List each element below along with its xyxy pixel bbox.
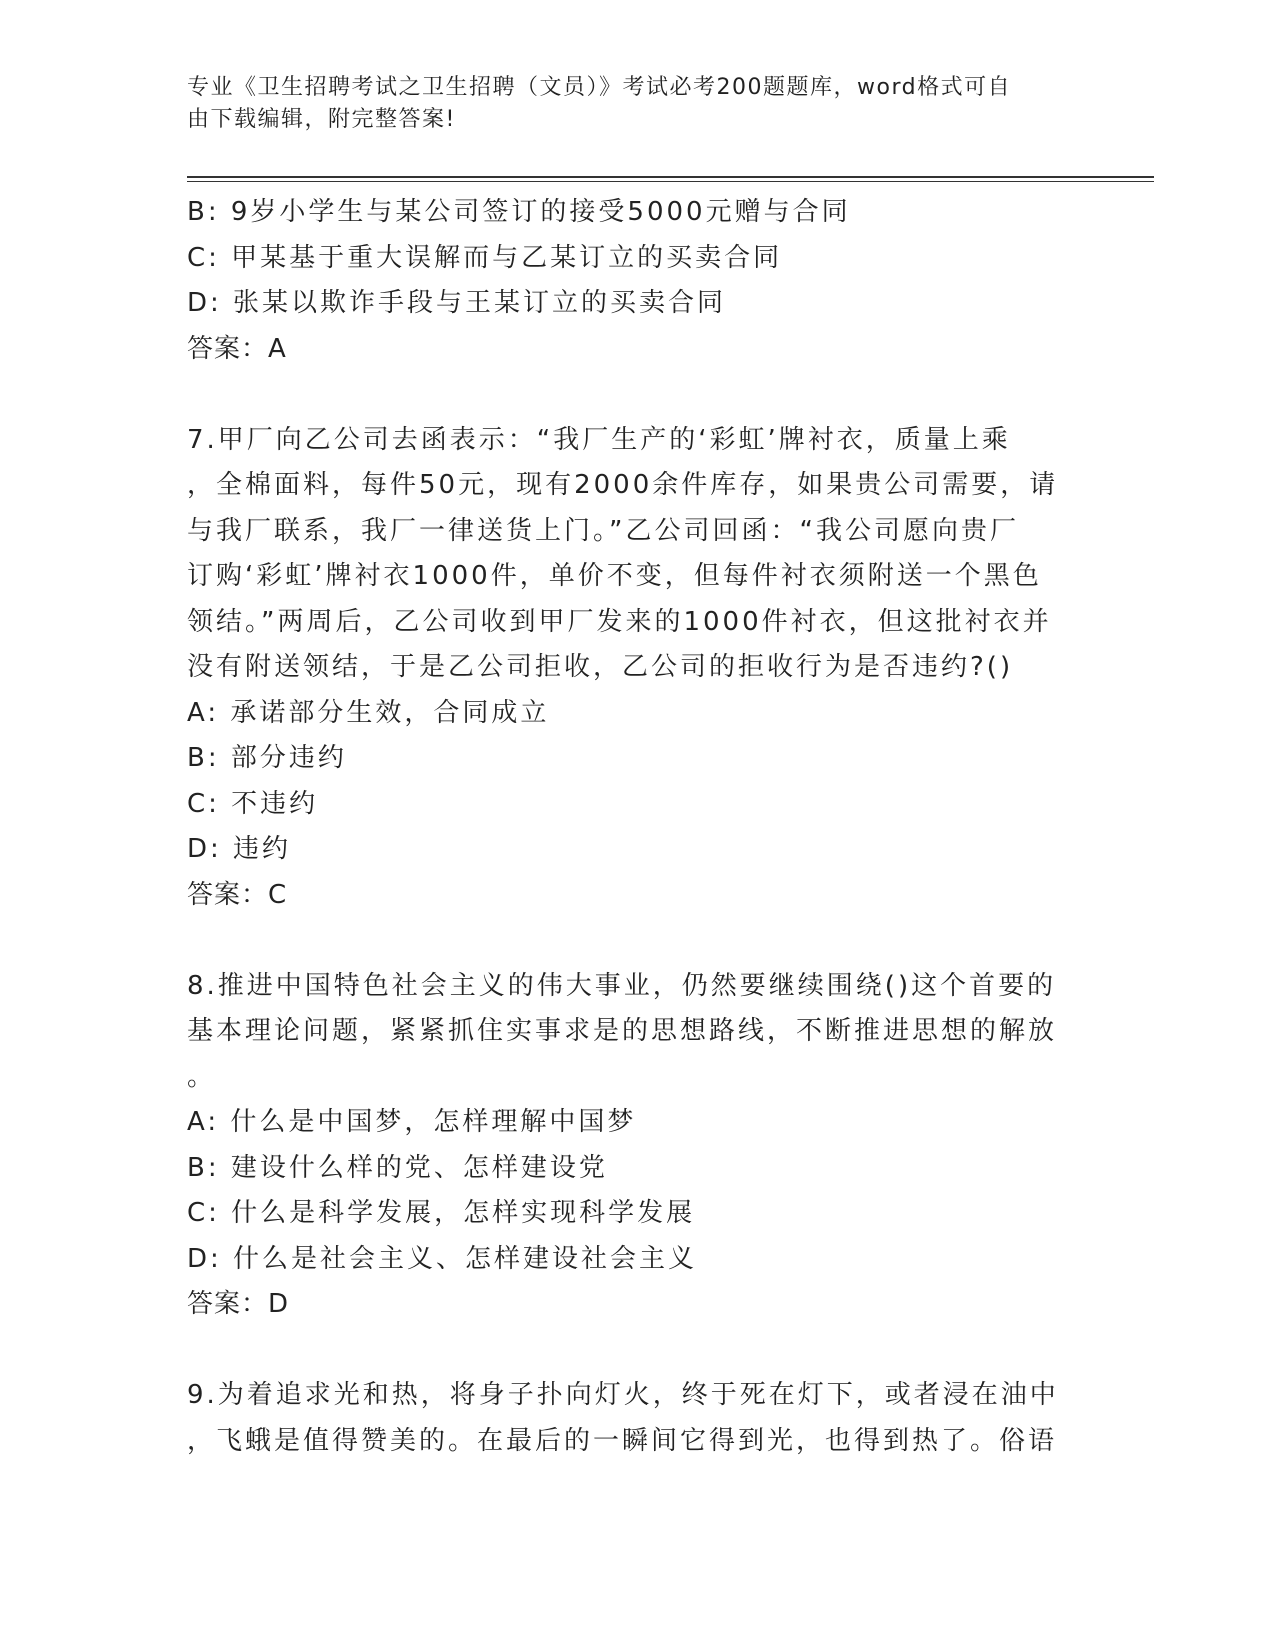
document-body: [187, 190, 1077, 1464]
option-d: D: 张某以欺诈手段与王某订立的买卖合同: [187, 288, 727, 318]
option-c: C: 甲某基于重大误解而与乙某订立的买卖合同: [187, 242, 783, 273]
option-c: C: 不违约: [187, 788, 319, 819]
question-text-line: ，全棉面料，每件50元，现有2000余件库存，如果贵公司需要，请: [187, 470, 1059, 500]
spacer: [187, 1328, 1077, 1374]
answer: 答案：C: [187, 879, 288, 910]
option-b: B: 部分违约: [187, 743, 347, 773]
spacer: [187, 918, 1077, 964]
option-b: B: 建设什么样的党、怎样建设党: [187, 1152, 608, 1183]
answer: 答案：D: [187, 1289, 290, 1319]
option-a: A: 什么是中国梦，怎样理解中国梦: [187, 1107, 637, 1137]
question-text-line: 7.甲厂向乙公司去函表示：“我厂生产的‘彩虹’牌衬衣，质量上乘: [187, 424, 1011, 455]
answer: 答案：A: [187, 333, 287, 364]
question-9: [187, 1373, 1077, 1464]
question-text-line: ，飞蛾是值得赞美的。在最后的一瞬间它得到光，也得到热了。俗语: [187, 1425, 1058, 1456]
option-c: C: 什么是科学发展，怎样实现科学发展: [187, 1198, 696, 1228]
option-d: D: 违约: [187, 834, 292, 864]
question-text-line: 。: [187, 1061, 217, 1092]
document-header: [187, 72, 1067, 136]
option-a: A: 承诺部分生效，合同成立: [187, 697, 550, 728]
option-b: B: 9岁小学生与某公司签订的接受5000元赠与合同: [187, 197, 851, 227]
question-8: [187, 964, 1077, 1328]
header-rule-thin: [187, 181, 1154, 182]
spacer: [187, 372, 1077, 418]
header-title-line-1: 专业《卫生招聘考试之卫生招聘（文员）》考试必考200题题库，word格式可自: [187, 75, 1012, 100]
question-text-line: 与我厂联系，我厂一律送货上门。”乙公司回函：“我公司愿向贵厂: [187, 515, 1019, 546]
question-text-line: 订购‘彩虹’牌衬衣1000件，单价不变，但每件衬衣须附送一个黑色: [187, 561, 1042, 591]
question-text-line: 基本理论问题，紧紧抓住实事求是的思想路线，不断推进思想的解放: [187, 1016, 1058, 1046]
question-7: [187, 418, 1077, 919]
question-text-line: 没有附送领结，于是乙公司拒收，乙公司的拒收行为是否违约?(): [187, 652, 1014, 682]
question-text-line: 9.为着追求光和热，将身子扑向灯火，终于死在灯下，或者浸在油中: [187, 1380, 1059, 1410]
question-text-line: 领结。”两周后，乙公司收到甲厂发来的1000件衬衣，但这批衬衣并: [187, 606, 1052, 637]
header-title-line-2: 由下载编辑，附完整答案!: [187, 107, 456, 132]
header-rule-thick: [187, 176, 1154, 178]
question-text-line: 8.推进中国特色社会主义的伟大事业，仍然要继续围绕()这个首要的: [187, 970, 1057, 1001]
option-d: D: 什么是社会主义、怎样建设社会主义: [187, 1243, 698, 1274]
question-6-fragment: [187, 190, 1077, 372]
